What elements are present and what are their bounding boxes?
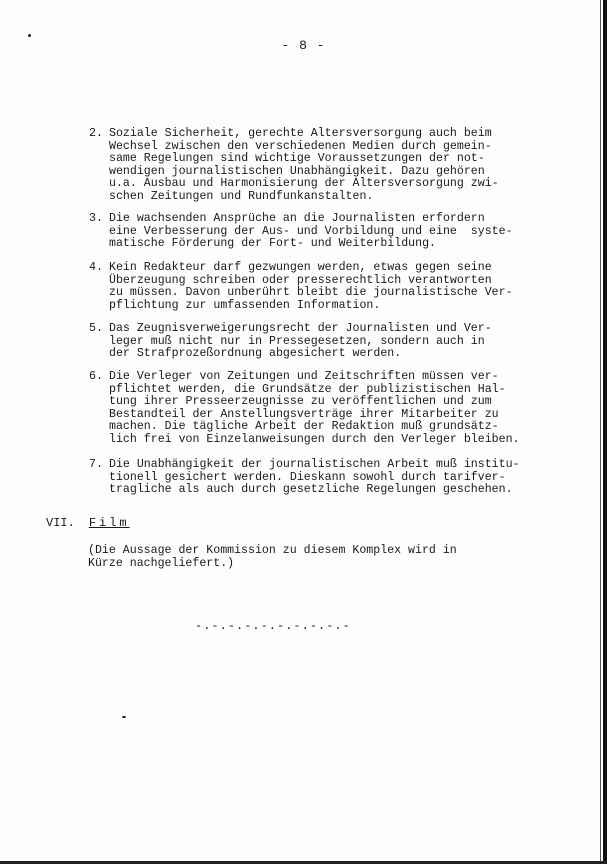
section-heading [46,516,130,530]
separator-line: -.-.-.-.-.-.-.-.-.- [195,619,351,633]
section-title: Film [88,516,130,530]
list-item [89,371,549,447]
item-number: 7. [89,458,103,471]
item-number: 4. [89,261,103,274]
scan-edge [603,0,607,864]
item-text: Kein Redakteur darf gezwungen werden, etwas gegen seine Überzeugung schreiben oder presserechtlich verantworten zu müssen. Davon unberührt bleibt die journalistische Ver- pflichtung zur umfassenden Information. [109,261,513,312]
item-number: 5. [89,322,103,335]
item-number: 3. [89,212,103,225]
item-number: 2. [89,127,103,140]
section-number: VII. [46,516,75,530]
item-text: Die Verleger von Zeitungen und Zeitschriften müssen ver- pflichtet werden, die Grundsätze der publizistischen Hal- tung ihrer Presseerzeugnisse zu veröffentlichen und zum Bestandteil der Anstellungsverträge ihrer Mitarbeiter zu machen. Die tägliche Arbeit der Redaktion muß grundsätz- lich frei von Einzelanweisungen durch den Verleger bleiben. [109,370,520,446]
list-item [89,262,549,312]
page-number: - 8 - [281,38,326,53]
list-item [89,128,549,204]
scan-speck [122,716,126,718]
item-text: Die Unabhängigkeit der journalistischen Arbeit muß institu- tionell gesichert werden. Dieskann sowohl durch tarifver- tragliche als auch durch gesetzliche Regelungen geschehen. [109,458,520,497]
list-item [89,459,549,497]
scan-speck [28,34,31,37]
list-item [89,323,549,361]
item-text: Das Zeugnisverweigerungsrecht der Journalisten und Ver- leger muß nicht nur in Pressegesetzen, sondern auch in der Strafprozeßordnung abgesichert werden. [109,322,492,361]
item-number: 6. [89,370,103,383]
scan-edge-line [600,0,601,864]
item-text: Soziale Sicherheit, gerechte Altersversorgung auch beim Wechsel zwischen den verschiedenen Medien durch gemein- same Regelungen sind wichtige Voraussetzungen der not- wendigen journalistischen Unabhängigkeit. Dazu gehören u.a. Ausbau und Harmonisierung der Altersversorgung zwi- schen Zeitungen und Rundfunkanstalten. [109,127,499,203]
item-text: Die wachsenden Ansprüche an die Journalisten erfordern eine Verbesserung der Aus- und Vorbildung und eine syste- matische Förderung der Fort- und Weiterbildung. [109,212,513,251]
list-item [89,213,549,251]
note-text: (Die Aussage der Kommission zu diesem Komplex wird in Kürze nachgeliefert.) [88,544,457,570]
